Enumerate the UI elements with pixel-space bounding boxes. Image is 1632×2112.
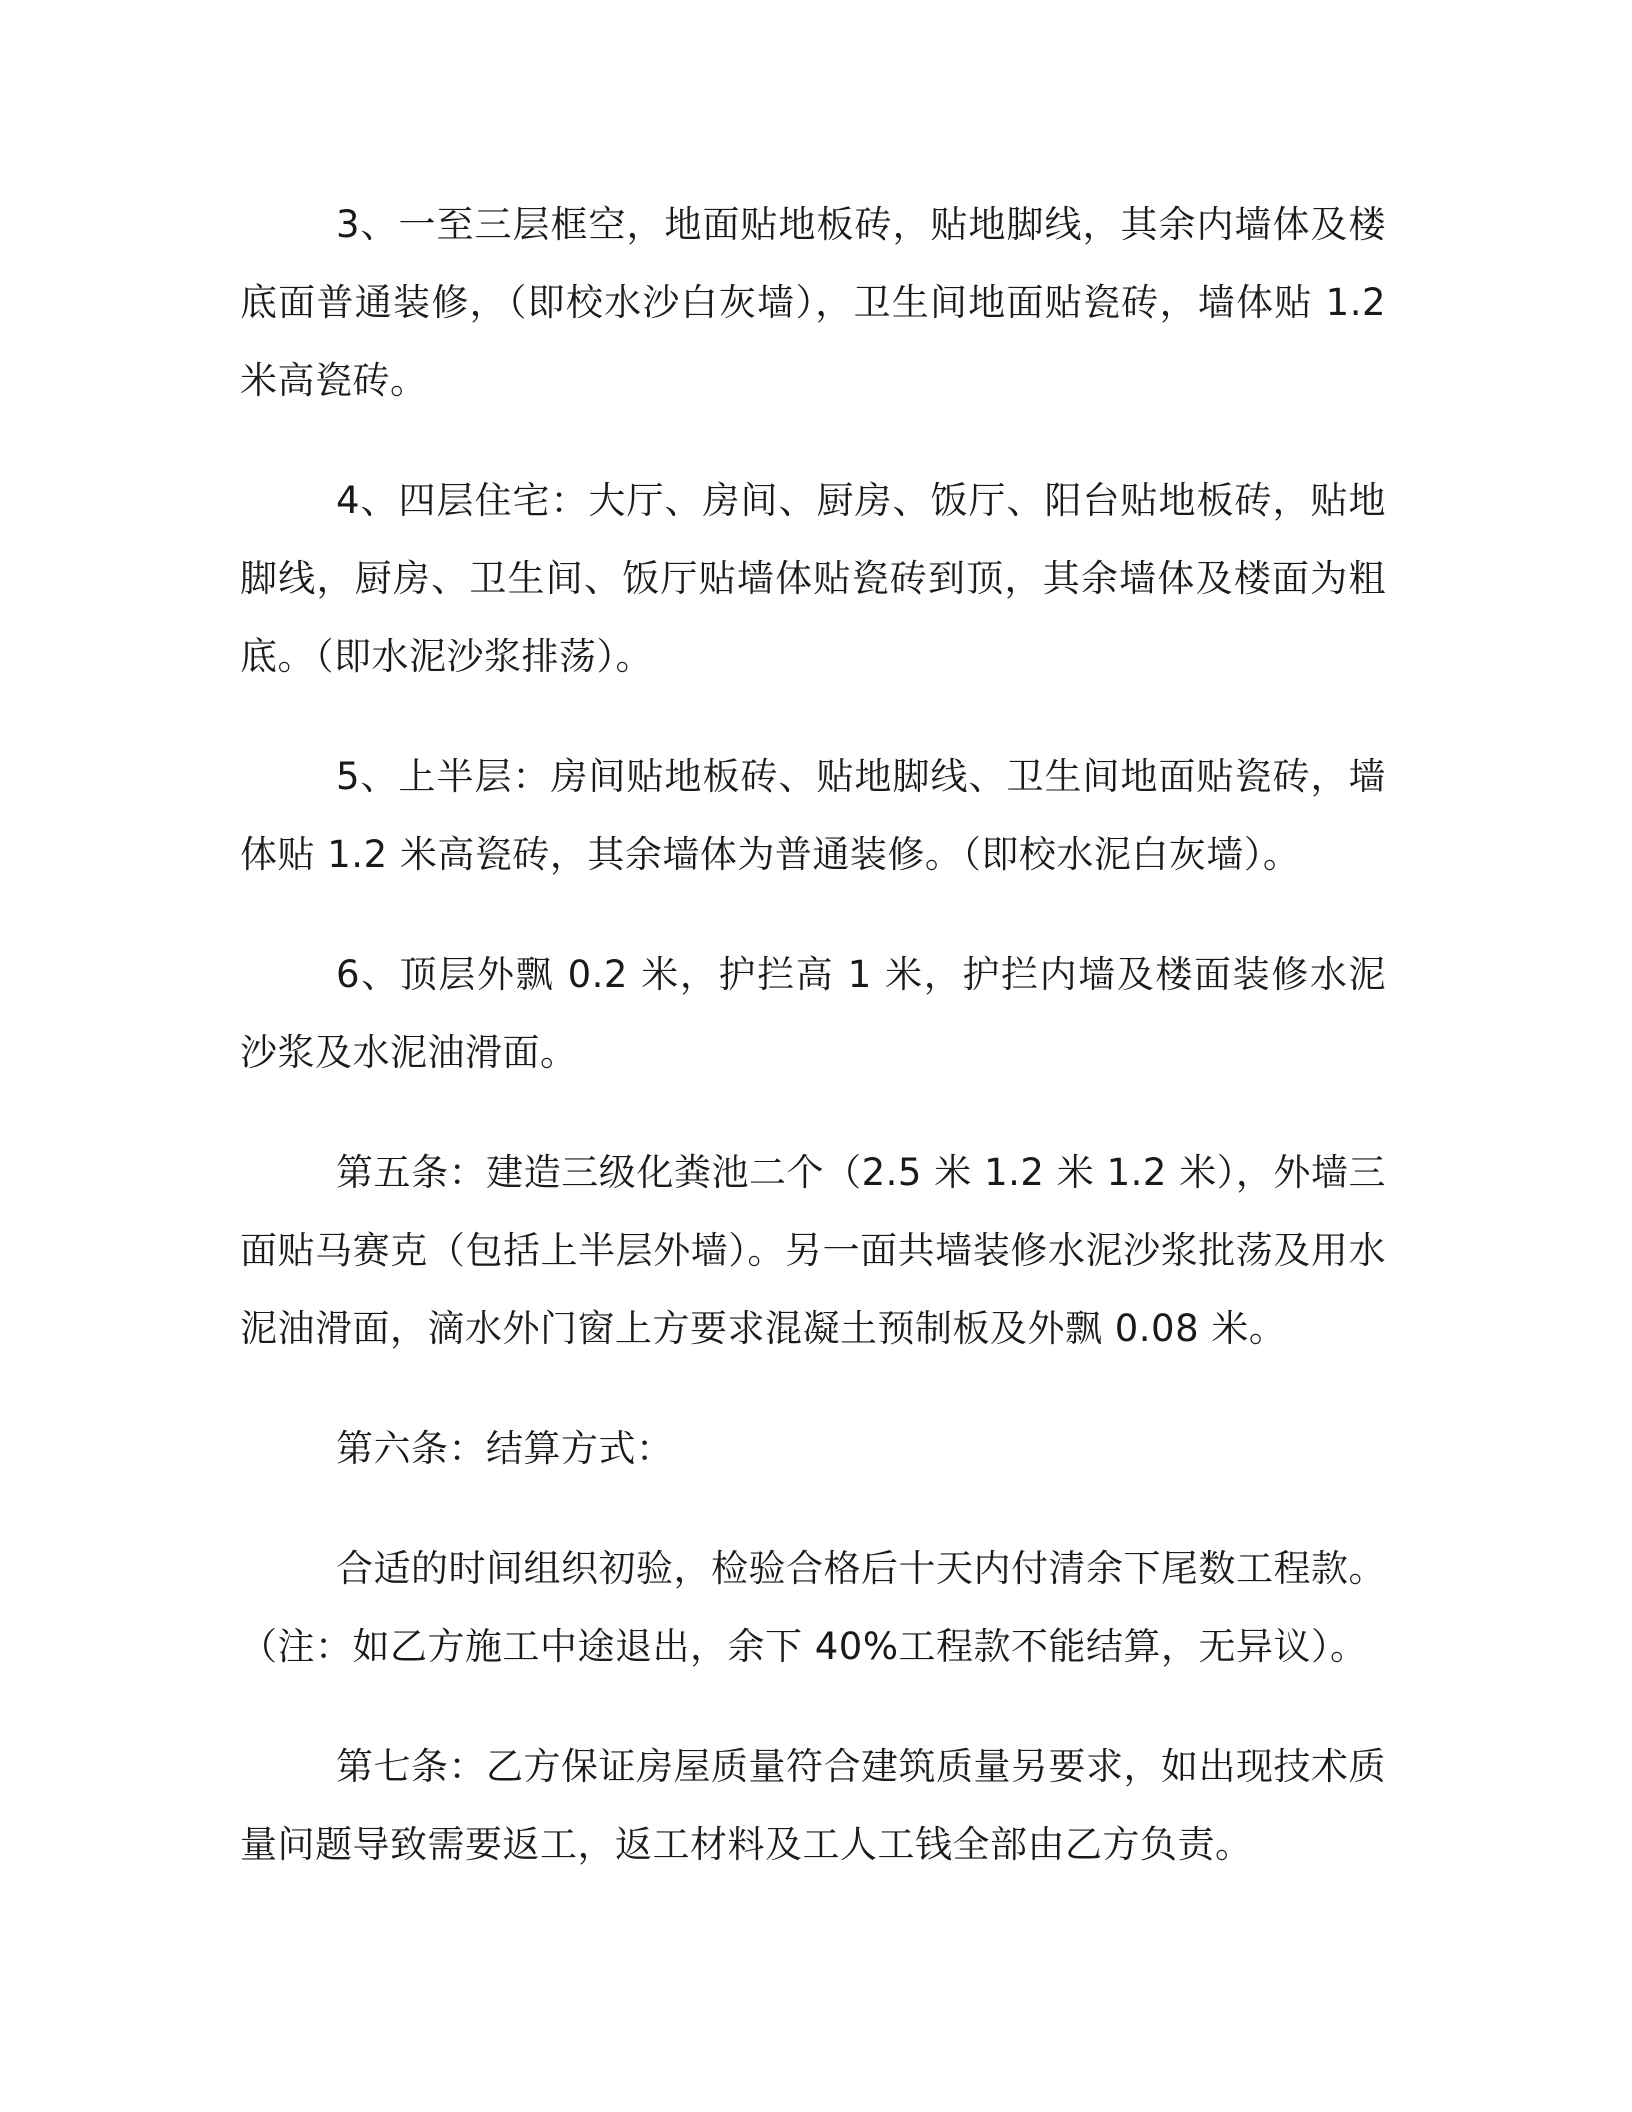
paragraph-settlement: 合适的时间组织初验，检验合格后十天内付清余下尾数工程款。: [336, 1547, 1386, 1590]
document-body: [240, 186, 1386, 1926]
paragraph-article-7: 第七条：乙方保证房屋质量符合建筑质量另要求，如出现技术质量问题导致需要返工，返工材料及工人工钱全部由乙方负责。: [240, 1745, 1386, 1866]
paragraph-item-4: 4、四层住宅：大厅、房间、厨房、饭厅、阳台贴地板砖，贴地脚线，厨房、卫生间、饭厅贴墙体贴瓷砖到顶，其余墙体及楼面为粗底。（即水泥沙浆排荡）。: [240, 479, 1386, 678]
paragraph-article-5: 第五条：建造三级化粪池二个（2.5 米 1.2 米 1.2 米），外墙三面贴马赛克（包括上半层外墙）。另一面共墙装修水泥沙浆批荡及用水泥油滑面，滴水外门窗上方要求混凝土预制板及外飘 0.08 米。: [240, 1151, 1386, 1350]
paragraph-settlement-note: （注：如乙方施工中途退出，余下 40%工程款不能结算，无异议）。: [240, 1625, 1368, 1668]
paragraph-item-5: 5、上半层：房间贴地板砖、贴地脚线、卫生间地面贴瓷砖，墙体贴 1.2 米高瓷砖，其余墙体为普通装修。（即校水泥白灰墙）。: [240, 755, 1386, 876]
paragraph-article-6-heading: 第六条：结算方式：: [336, 1427, 674, 1470]
paragraph-item-3: 3、一至三层框空，地面贴地板砖，贴地脚线，其余内墙体及楼底面普通装修，（即校水沙白灰墙），卫生间地面贴瓷砖，墙体贴 1.2 米高瓷砖。: [240, 203, 1386, 402]
paragraph-item-6: 6、顶层外飘 0.2 米，护拦高 1 米，护拦内墙及楼面装修水泥沙浆及水泥油滑面。: [240, 953, 1386, 1074]
